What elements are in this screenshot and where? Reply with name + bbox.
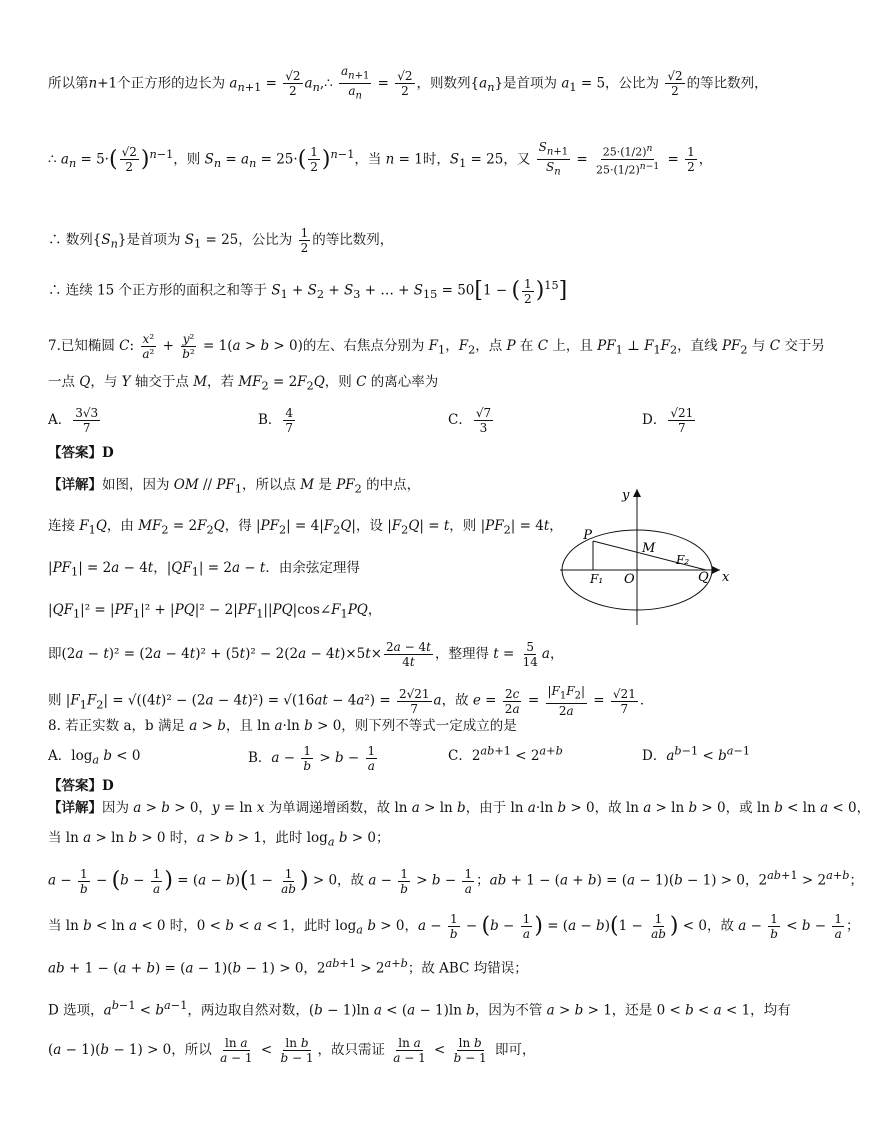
- text-line-1: 所以第n+1个正方形的边长为 $a_{n+1}$ = $\frac{√2}{2}$ $a_n,\therefore$ $\frac{a_{n+1}}{a_n}$ = $\frac{√2}{2}$ ，则数列$\{a_n\}$是首项为 $a_1 = 5$，公比为 $\frac{√2}{2}$ 的等比数列，: [48, 64, 768, 102]
- q8-solution-line-1: 【详解】因为 a > b > 0，y = ln x 为单调递增函数，故 ln a > ln b，由于 ln a·ln b > 0，故 ln a > ln b > 0，或 ln b < ln a < 0，: [48, 800, 870, 816]
- q7-solution-line-4: $|QF_1|^2 = |PF_1|^2 + |PQ|^2$ − $2|PF_1||PQ|\cos\angle F_1PQ$，: [48, 602, 382, 621]
- ellipse-figure: [560, 485, 736, 625]
- text-line-3: ∴ 数列$\{S_n\}$是首项为 $S_1 = 25$，公比为 $\frac{1}{2}$ 的等比数列，: [48, 226, 394, 255]
- label-p: P: [583, 528, 592, 543]
- q8-solution-line-4: 当 ln b < ln a < 0 时，0 < b < a < 1，此时 $\log_a b > 0$，a − $\frac{1}{b}$ − (b − $\frac{1}{a}$ ) = (a − b)(1 − $\frac{1}{ab}$ ) < 0，故 a − $\frac{1}{b}$ < b − $\frac{1}{a}$ ；: [48, 912, 860, 941]
- label-m: M: [642, 541, 656, 556]
- q7-answer: 【答案】D: [48, 445, 114, 461]
- label-x: x: [722, 570, 730, 585]
- q8-solution-line-5: ab + 1 − (a + b) = (a − 1)(b − 1) > 0，$2^{ab+1} > 2^{a+b}$；故 ABC 均错误；: [48, 957, 528, 977]
- q8-solution-line-3: a − $\frac{1}{b}$ − (b − $\frac{1}{a}$ ) = (a − b)(1 − $\frac{1}{ab}$ ) > 0，故 a − $\frac{1}{b}$ > b − $\frac{1}{a}$ ；ab + 1 − (a + b) = (a − 1)(b − 1) > 0，$2^{ab+1} > 2^{a+b}$；: [48, 866, 863, 896]
- q8-option-c: C．$2^{ab+1} < 2^{a+b}$: [448, 744, 563, 764]
- label-f1: F₁: [590, 572, 604, 586]
- label-f2: F₂: [676, 553, 690, 567]
- q7-solution-line-2: 连接 $F_1Q$，由 $MF_2 = 2F_2Q$，得 $|PF_2| = 4|F_2Q|$，设 $|F_2Q| = t$，则 $|PF_2| = 4t$，: [48, 518, 563, 537]
- text-line-4: ∴ 连续 15 个正方形的面积之和等于 $S_1 + S_2 + S_3$ + … + $S_{15} = 50[1$ − ( $\frac{1}{2}$ )$^{15}$]: [48, 276, 568, 306]
- q8-option-d: D．$a^{b-1} < b^{a-1}$: [642, 744, 751, 764]
- q8-answer: 【答案】D: [48, 778, 114, 794]
- q7-solution-line-3: $|PF_1| = 2a - 4t$，$|QF_1| = 2a - t$．由余弦定理得: [48, 560, 360, 579]
- text-line-2: ∴ $a_n = 5\cdot$( $\frac{√2}{2}$ )$^{n-1}$，则 $S_n = a_n = 25\cdot$( $\frac{1}{2}$ )$^{n-1}$，当 n = 1时，$S_1 = 25$，又 $\frac{S_{n+1}}{S_n}$ = $\frac{25\cdot(1/2)^n}{25\cdot(1/2)^{n-1}}$ = $\frac{1}{2}$ ，: [48, 140, 713, 178]
- q7-option-a: A． $\frac{3√3}{7}$: [48, 406, 99, 435]
- question-8-stem: 8. 若正实数 a，b 满足 a > b，且 ln a·ln b > 0，则下列不等式一定成立的是: [48, 718, 517, 734]
- q7-option-b: B． $\frac{4}{7}$: [258, 406, 294, 435]
- q8-option-a: A．$\log_a b < 0$: [48, 748, 141, 767]
- q8-solution-line-7: (a − 1)(b − 1) > 0，所以 $\frac{\text{ln a}}{a - 1}$ < $\frac{\text{ln b}}{b - 1}$ ，故只需证 $\frac{\text{ln a}}{a - 1}$ < $\frac{\text{ln b}}{b - 1}$ 即可，: [48, 1036, 536, 1065]
- y-axis-arrow: [633, 489, 641, 497]
- question-7-options: [48, 406, 756, 436]
- question-8-options: [48, 744, 756, 774]
- question-7-stem-line-2: 一点 Q，与 Y 轴交于点 M，若 $MF_2 = 2F_2Q$，则 C 的离心率为: [48, 374, 439, 393]
- q7-solution-line-6: 则 $|F_1F_2| = √((4t)^2 - (2a - 4t)^2) = √(16at - 4a^2)$ = $\frac{2√21}{7}$ a，故 e = $\frac{2c}{2a}$ = $\frac{|F_1F_2|}{2a}$ = $\frac{√21}{7}$ ．: [48, 684, 654, 719]
- q8-option-b: B．a − $\frac{1}{b}$ > b − $\frac{1}{a}$: [248, 744, 376, 773]
- q8-solution-line-6: D 选项，$a^{b-1} < b^{a-1}$，两边取自然对数，(b − 1)ln a < (a − 1)ln b，因为不管 a > b > 1，还是 0 < b < a < 1，均有: [48, 999, 791, 1019]
- label-y: y: [622, 488, 630, 503]
- q7-solution-line-1: 【详解】如图，因为 OM // $PF_1$，所以点 M 是 $PF_2$ 的中点，: [48, 477, 421, 496]
- q7-option-c: C． $\frac{√7}{3}$: [448, 406, 492, 435]
- x-axis-arrow: [712, 566, 720, 574]
- label-o: O: [624, 572, 635, 587]
- q8-solution-line-2: 当 ln a > ln b > 0 时，a > b > 1，此时 $\log_a b > 0$；: [48, 830, 390, 849]
- q7-solution-line-5: 即(2a − t)² = (2a − 4t)² + (5t)² − 2(2a − 4t)×5t× $\frac{2a - 4t}{4t}$ ，整理得 t = $\frac{5}{14}$ a，: [48, 640, 564, 669]
- question-7-stem-line-1: 7.已知椭圆 C: $\frac{\text{x²}}{\text{a²}}$ + $\frac{\text{y²}}{\text{b²}}$ = 1(a > b > 0)的左、右焦点分别为 $F_1$，$F_2$，点 P 在 C 上，且 $PF_1$ ⊥ $F_1F_2$，直线 $PF_2$ 与 C 交于另: [48, 332, 825, 361]
- label-q: Q: [698, 570, 709, 585]
- q7-option-d: D． $\frac{√21}{7}$: [642, 406, 694, 435]
